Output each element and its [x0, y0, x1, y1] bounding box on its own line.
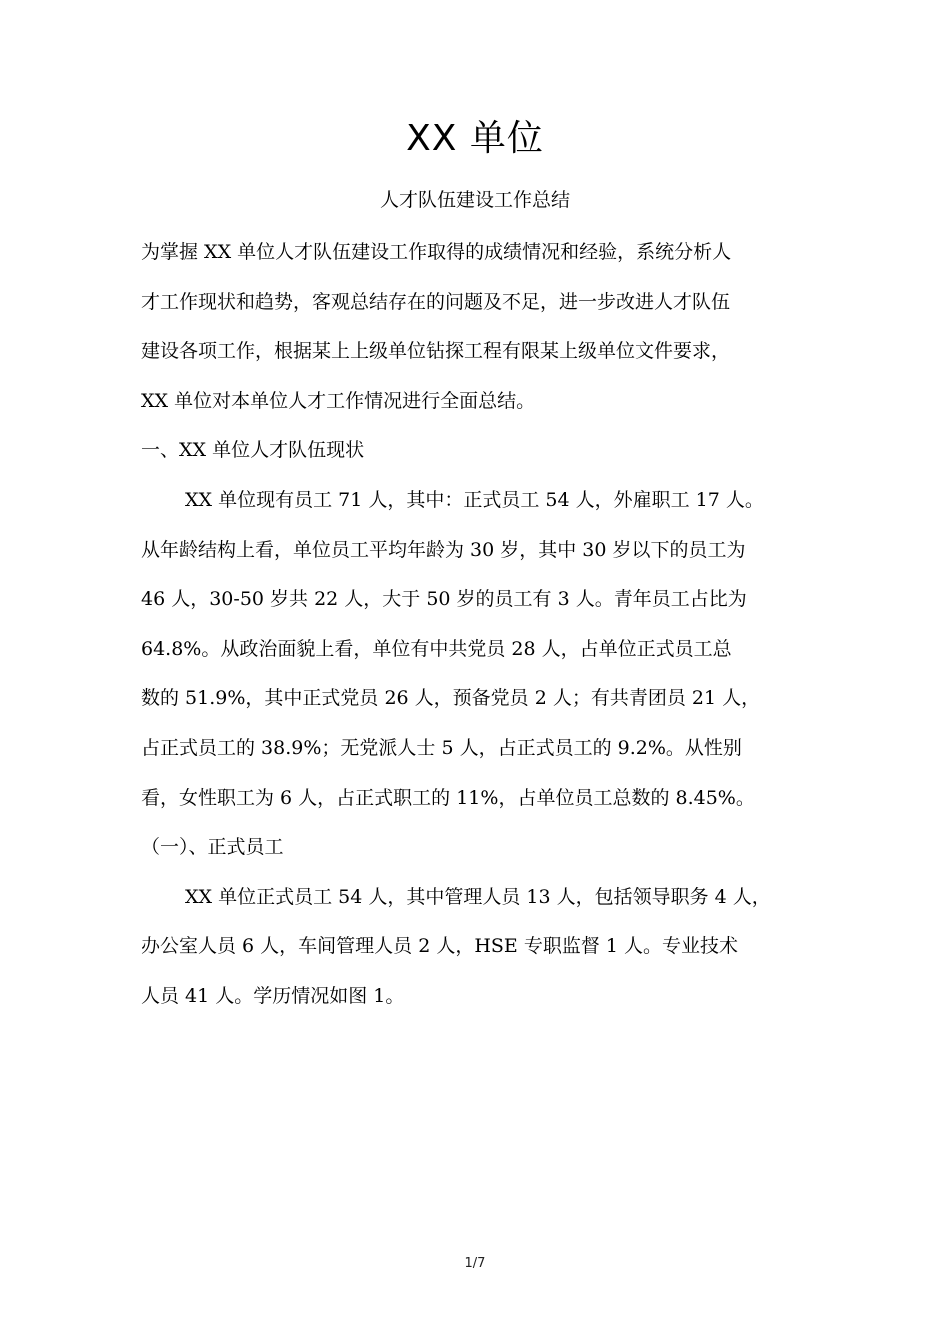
- document-title: XX 单位: [406, 118, 544, 159]
- formal-staff-line-2: 办公室人员 6 人，车间管理人员 2 人，HSE 专职监督 1 人。专业技术: [141, 935, 738, 958]
- intro-line-3: 建设各项工作，根据某上上级单位钻探工程有限某上级单位文件要求，: [141, 340, 731, 363]
- staff-line-1: XX 单位现有员工 71 人，其中：正式员工 54 人，外雇职工 17 人。: [185, 488, 764, 511]
- staff-line-5: 数的 51.9%，其中正式党员 26 人，预备党员 2 人；有共青团员 21 人，: [141, 687, 761, 710]
- intro-line-2: 才工作现状和趋势，客观总结存在的问题及不足，进一步改进人才队伍: [141, 290, 731, 313]
- document-subtitle: 人才队伍建设工作总结: [379, 189, 570, 211]
- staff-line-6: 占正式员工的 38.9%；无党派人士 5 人，占正式员工的 9.2%。从性别: [141, 736, 742, 759]
- staff-line-7: 看，女性职工为 6 人，占正式职工的 11%，占单位员工总数的 8.45%。: [141, 786, 755, 809]
- subsection-heading-1: （一）、正式员工: [141, 836, 284, 859]
- formal-staff-line-1: XX 单位正式员工 54 人，其中管理人员 13 人，包括领导职务 4 人，: [185, 885, 771, 908]
- staff-line-3: 46 人，30-50 岁共 22 人，大于 50 岁的员工有 3 人。青年员工占比为: [141, 588, 747, 611]
- document-body: [141, 228, 821, 1022]
- formal-staff-line-3: 人员 41 人。学历情况如图 1。: [141, 984, 405, 1007]
- section-heading-1: 一、XX 单位人才队伍现状: [141, 439, 365, 462]
- staff-line-2: 从年龄结构上看，单位员工平均年龄为 30 岁，其中 30 岁以下的员工为: [141, 538, 746, 561]
- page-number: 1/7: [464, 1256, 486, 1271]
- intro-line-4: XX 单位对本单位人才工作情况进行全面总结。: [141, 389, 536, 412]
- intro-line-1: 为掌握 XX 单位人才队伍建设工作取得的成绩情况和经验，系统分析人: [141, 241, 732, 263]
- staff-line-4: 64.8%。从政治面貌上看，单位有中共党员 28 人，占单位正式员工总: [141, 637, 732, 660]
